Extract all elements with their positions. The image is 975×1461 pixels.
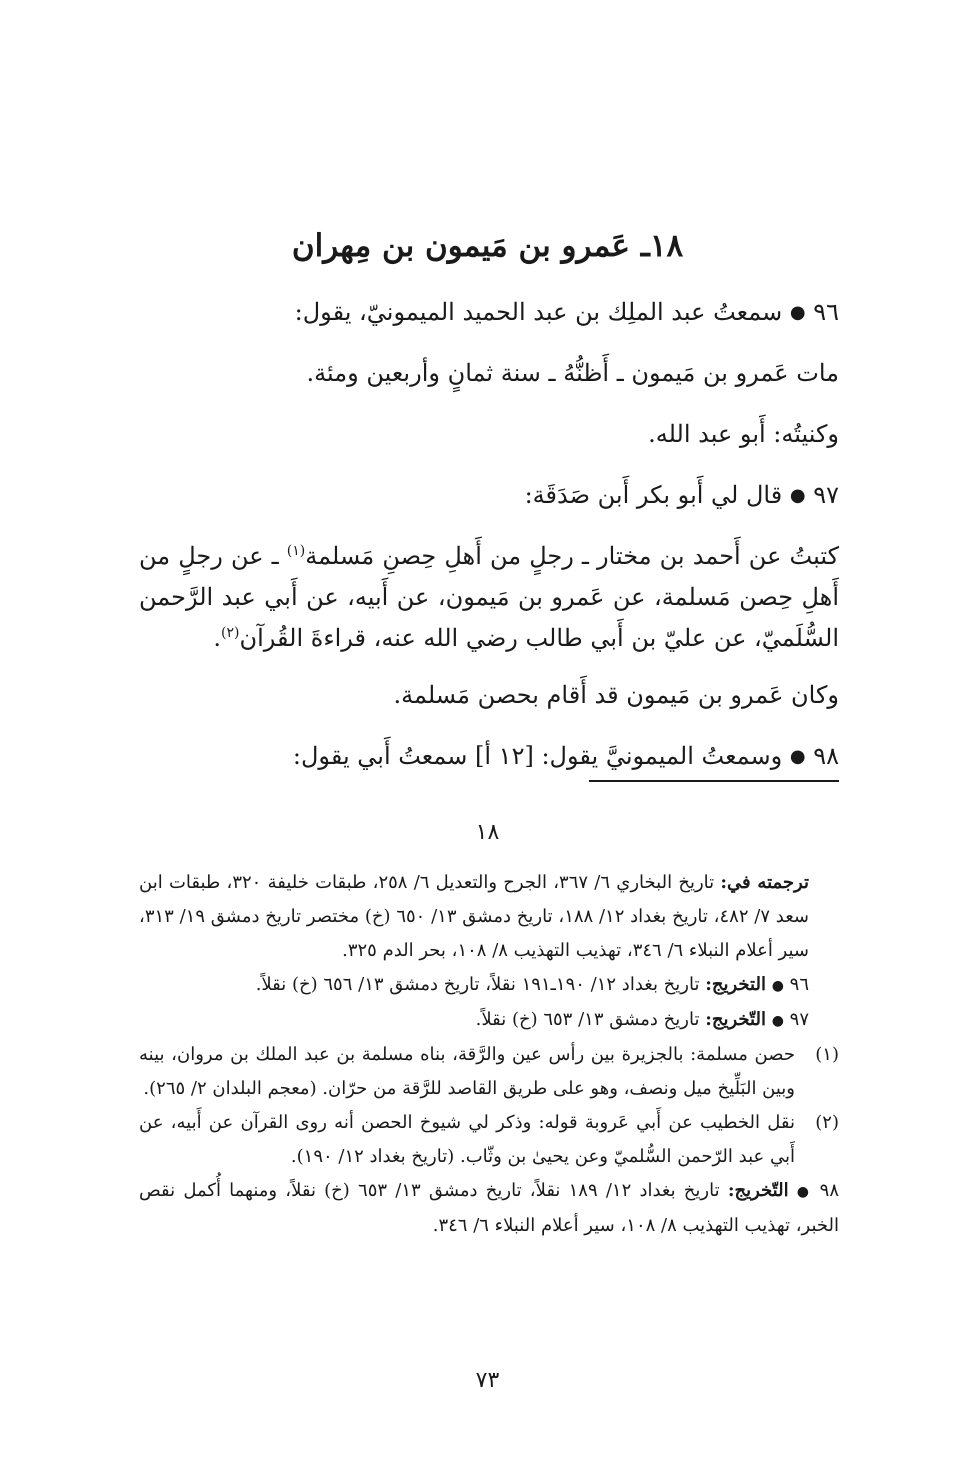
takhrij-98 xyxy=(139,1174,839,1243)
bullet-icon: ● xyxy=(789,302,806,323)
body-text-part: ـ عن رجلٍ من أَهلِ حِصن مَسلمة، عن عَمرو بن مَيمون، عن أَبيه، عن أَبي عبد الرَّحمن السُّلَميّ، عن عليّ بن أَبي طالب رضي الله عنه، قراءةَ القُرآن xyxy=(139,542,839,652)
paragraph-97 xyxy=(139,475,839,516)
takhrij-text: تاريخ بغداد ١٢/ ١٨٩ نقلاً، تاريخ دمشق ١٣/ ٦٥٣ (خ) نقلاً، ومنهما أُكمل نقص الخبر، تهذيب التهذيب ٨/ ١٠٨، سير أعلام النبلاء ٦/ ٣٤٦. xyxy=(139,1180,839,1236)
footnote-1 xyxy=(139,1038,839,1106)
body-text-part: كتبتُ عن أَحمد بن مختار ـ رجلٍ من أَهلِ حِصنِ مَسلمة xyxy=(305,542,839,570)
footnote-text: حصن مسلمة: بالجزيرة بين رأس عين والرَّقة، بناه مسلمة بن عبد الملك بن مروان، بينه وبين البَلِّيخ ميل ونصف، وهو على طريق القاصد للرَّقة من حرّان. (معجم البلدان ٢/ ٢٦٥). xyxy=(139,1044,795,1099)
bullet-icon: ● xyxy=(796,1184,812,1200)
footnote-ref-1[interactable]: (١) xyxy=(286,543,306,559)
paragraph-number: ٩٧ xyxy=(813,481,839,509)
paragraph-96-line-2: مات عَمرو بن مَيمون ـ أَظنُّهُ ـ سنة ثمانٍ وأربعين ومئة. xyxy=(306,359,839,387)
paragraph-text: سمعتُ عبد الملِك بن عبد الحميد الميمونيّ، يقول: xyxy=(294,298,783,326)
biography-text: تاريخ البخاري ٦/ ٣٦٧، الجرح والتعديل ٦/ ٢٥٨، طبقات خليفة ٣٢٠، طبقات ابن سعد ٧/ ٤٨٢، تاريخ بغداد ١٢/ ١٨٨، تاريخ دمشق ١٣/ ٦٥٠ (خ) مختصر تاريخ دمشق ١٩/ ٣١٣، سير أعلام النبلاء ٦/ ٣٤٦، تهذيب التهذيب ٨/ ١٠٨، بحر الدم ٣٢٥. xyxy=(139,872,809,961)
footnote-divider xyxy=(589,780,839,782)
takhrij-96 xyxy=(139,968,839,1003)
takhrij-number: ٩٨ xyxy=(819,1180,840,1201)
biography-lead: ترجمته في: xyxy=(720,872,809,893)
main-text xyxy=(139,292,839,797)
paragraph-number: ٩٦ xyxy=(813,298,839,326)
footnote-mark: (٢) xyxy=(815,1112,839,1133)
page-number: ٧٣ xyxy=(475,1368,500,1393)
footnote-ref-2[interactable]: (٢) xyxy=(220,625,240,641)
takhrij-number: ٩٦ xyxy=(789,974,809,995)
section-heading: ١٨ـ عَمرو بن مَيمون بن مِهران xyxy=(291,228,684,264)
takhrij-97 xyxy=(139,1003,839,1038)
paragraph-98 xyxy=(139,736,839,777)
takhrij-lead: التّخريج: xyxy=(705,1009,766,1030)
paragraph-text: وسمعتُ الميمونيَّ يقول: [١٢ أ] سمعتُ أَبي يقول: xyxy=(292,742,783,770)
paragraph-96-line-3: وكنيتُه: أَبو عبد الله. xyxy=(648,420,839,448)
footnote-text: نقل الخطيب عن أَبي عَروبة قوله: وذكر لي شيوخ الحصن أنه روى القرآن عن أَبيه، عن أَبي عبد الرّحمن السُّلميّ وعن يحيىٰ بن وثّاب. (تاريخ بغداد ١٢/ ١٩٠). xyxy=(139,1112,795,1167)
bullet-icon: ● xyxy=(789,485,806,506)
paragraph-text: قال لي أَبو بكر أَبن صَدَقَة: xyxy=(524,481,783,509)
biography-note xyxy=(139,866,839,968)
bullet-icon: ● xyxy=(771,1013,784,1029)
takhrij-number: ٩٧ xyxy=(789,1009,809,1030)
paragraph-97-last-line: وكان عَمرو بن مَيمون قد أَقام بحصن مَسلمة. xyxy=(393,681,839,709)
takhrij-lead: التخريج: xyxy=(705,974,766,995)
paragraph-97-body xyxy=(139,536,839,659)
footnote-section-number: ١٨ xyxy=(475,820,500,845)
paragraph-96 xyxy=(139,292,839,333)
takhrij-lead: التّخريج: xyxy=(727,1180,789,1201)
takhrij-text: تاريخ بغداد ١٢/ ١٩٠ـ١٩١ نقلاً، تاريخ دمشق ١٣/ ٦٥٦ (خ) نقلاً. xyxy=(255,974,706,995)
bullet-icon: ● xyxy=(771,978,784,994)
footnotes xyxy=(139,866,839,1243)
body-text-end: . xyxy=(213,624,221,652)
bullet-icon: ● xyxy=(789,746,806,767)
footnote-mark: (١) xyxy=(815,1044,839,1065)
footnote-2 xyxy=(139,1106,839,1174)
paragraph-number: ٩٨ xyxy=(813,742,839,770)
takhrij-text: تاريخ دمشق ١٣/ ٦٥٣ (خ) نقلاً. xyxy=(475,1009,706,1030)
